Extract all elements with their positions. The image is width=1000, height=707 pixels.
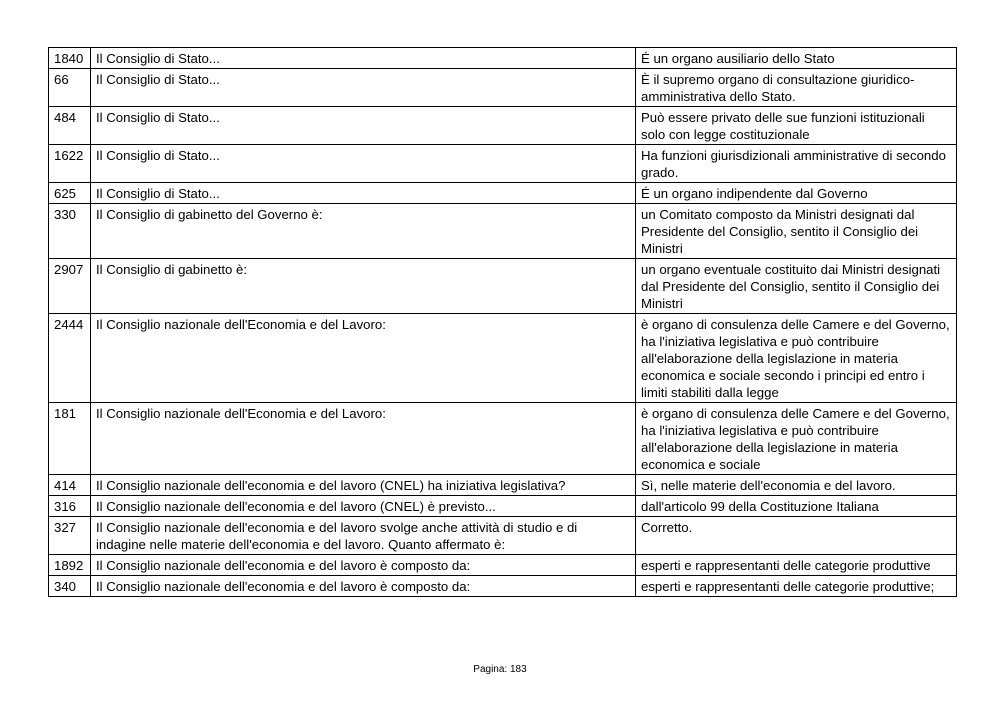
row-id: 66 — [49, 69, 91, 107]
table-row — [49, 314, 957, 403]
table-row — [49, 576, 957, 597]
row-question: Il Consiglio nazionale dell'economia e del lavoro (CNEL) ha iniziativa legislativa? — [91, 475, 636, 496]
row-answer: un organo eventuale costituito dai Ministri designati dal Presidente del Consiglio, sentito il Consiglio dei Ministri — [636, 259, 957, 314]
table-row — [49, 403, 957, 475]
row-question: Il Consiglio nazionale dell'economia e del lavoro è composto da: — [91, 555, 636, 576]
row-id: 1622 — [49, 145, 91, 183]
table-row — [49, 517, 957, 555]
row-id: 625 — [49, 183, 91, 204]
page-number: Pagina: 183 — [473, 664, 527, 675]
row-question: Il Consiglio nazionale dell'Economia e del Lavoro: — [91, 403, 636, 475]
row-id: 181 — [49, 403, 91, 475]
row-id: 316 — [49, 496, 91, 517]
row-id: 327 — [49, 517, 91, 555]
row-question: Il Consiglio di gabinetto del Governo è: — [91, 204, 636, 259]
table-row — [49, 555, 957, 576]
table-row — [49, 475, 957, 496]
row-id: 484 — [49, 107, 91, 145]
row-question: Il Consiglio di Stato... — [91, 183, 636, 204]
row-id: 330 — [49, 204, 91, 259]
row-question: Il Consiglio nazionale dell'economia e del lavoro svolge anche attività di studio e di indagine nelle materie dell'economia e del lavoro. Quanto affermato è: — [91, 517, 636, 555]
table-row — [49, 69, 957, 107]
row-question: Il Consiglio di Stato... — [91, 145, 636, 183]
row-answer: è organo di consulenza delle Camere e del Governo, ha l'iniziativa legislativa e può contribuire all'elaborazione della legislazione in materia economica e sociale secondo i principi ed entro i limiti stabiliti dalla legge — [636, 314, 957, 403]
row-answer: Corretto. — [636, 517, 957, 555]
row-answer: è organo di consulenza delle Camere e del Governo, ha l'iniziativa legislativa e può contribuire all'elaborazione della legislazione in materia economica e sociale — [636, 403, 957, 475]
quiz-table — [48, 47, 957, 597]
row-question: Il Consiglio di gabinetto è: — [91, 259, 636, 314]
row-id: 1840 — [49, 48, 91, 69]
row-answer: Ha funzioni giurisdizionali amministrative di secondo grado. — [636, 145, 957, 183]
row-id: 2907 — [49, 259, 91, 314]
table-row — [49, 48, 957, 69]
row-id: 340 — [49, 576, 91, 597]
row-question: Il Consiglio di Stato... — [91, 107, 636, 145]
row-answer: dall'articolo 99 della Costituzione Italiana — [636, 496, 957, 517]
row-question: Il Consiglio nazionale dell'economia e del lavoro è composto da: — [91, 576, 636, 597]
table-row — [49, 183, 957, 204]
table-row — [49, 107, 957, 145]
row-answer: Può essere privato delle sue funzioni istituzionali solo con legge costituzionale — [636, 107, 957, 145]
row-answer: un Comitato composto da Ministri designati dal Presidente del Consiglio, sentito il Consiglio dei Ministri — [636, 204, 957, 259]
row-answer: È il supremo organo di consultazione giuridico-amministrativa dello Stato. — [636, 69, 957, 107]
row-id: 1892 — [49, 555, 91, 576]
row-answer: É un organo ausiliario dello Stato — [636, 48, 957, 69]
row-question: Il Consiglio nazionale dell'economia e del lavoro (CNEL) è previsto... — [91, 496, 636, 517]
row-answer: É un organo indipendente dal Governo — [636, 183, 957, 204]
table-row — [49, 145, 957, 183]
row-answer: Sì, nelle materie dell'economia e del lavoro. — [636, 475, 957, 496]
row-answer: esperti e rappresentanti delle categorie produttive; — [636, 576, 957, 597]
row-id: 2444 — [49, 314, 91, 403]
row-answer: esperti e rappresentanti delle categorie produttive — [636, 555, 957, 576]
table-row — [49, 259, 957, 314]
row-id: 414 — [49, 475, 91, 496]
table-row — [49, 496, 957, 517]
row-question: Il Consiglio di Stato... — [91, 69, 636, 107]
table-row — [49, 204, 957, 259]
row-question: Il Consiglio di Stato... — [91, 48, 636, 69]
row-question: Il Consiglio nazionale dell'Economia e del Lavoro: — [91, 314, 636, 403]
